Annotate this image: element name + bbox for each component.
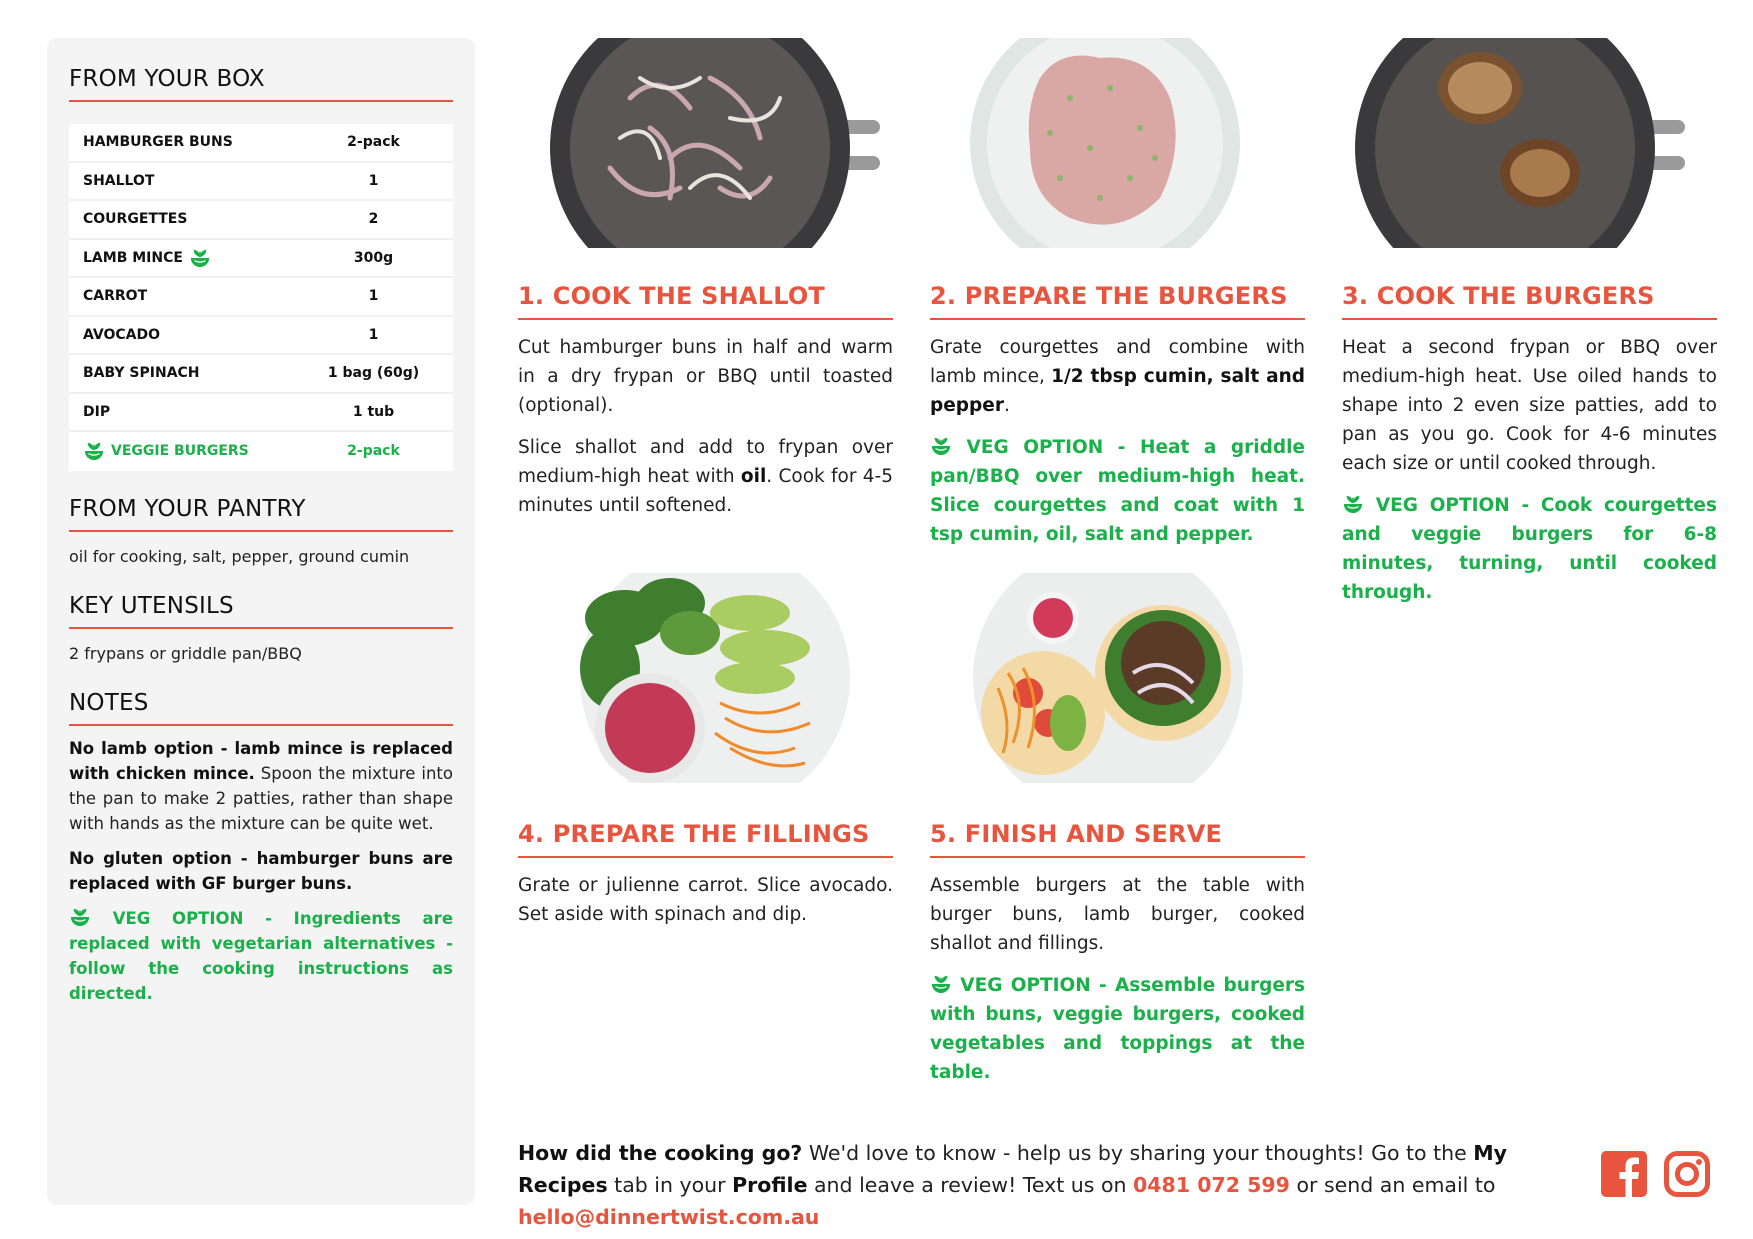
footer-email-link[interactable]: hello@dinnertwist.com.au [518, 1205, 820, 1229]
ingredient-name: BABY SPINACH [83, 365, 200, 382]
facebook-icon[interactable] [1601, 1151, 1647, 1197]
footer-text: We'd love to know - help us by sharing your thoughts! Go to the [802, 1141, 1474, 1165]
from-box-section [69, 66, 453, 102]
pantry-heading: FROM YOUR PANTRY [69, 496, 453, 532]
footer-text: or send an email to [1289, 1173, 1496, 1197]
note-text: Spoon the mixture into the pan to make 2 patties, rather than shape with hands as the mixture can be quite wet. [69, 764, 453, 833]
ingredient-name-text: VEGGIE BURGERS [111, 443, 249, 460]
utensils-section [69, 593, 453, 665]
ingredient-qty: 2 [368, 211, 379, 228]
step-3 [1342, 282, 1717, 607]
step-3-veg-option [1342, 491, 1717, 607]
ingredient-row [69, 124, 453, 163]
ingredient-name: CARROT [83, 288, 148, 305]
ingredient-name: HAMBURGER BUNS [83, 134, 233, 151]
step-1-image [550, 38, 880, 248]
note-no-lamb [69, 736, 453, 836]
veg-leaf-icon [930, 436, 952, 456]
ingredient-qty: 1 tub [352, 403, 395, 420]
note-no-gluten [69, 846, 453, 896]
step-4-title: 4. PREPARE THE FILLINGS [518, 820, 893, 858]
step-1-para-1: Cut hamburger buns in half and warm in a dry frypan or BBQ until toasted (optional). [518, 337, 893, 416]
footer-profile: Profile [732, 1173, 808, 1197]
ingredient-qty: 2-pack [347, 134, 400, 151]
veg-text: VEG OPTION - Assemble burgers with buns, veggie burgers, cooked vegetables and toppings at the table. [930, 975, 1305, 1083]
step-4-para-1: Grate or julienne carrot. Slice avocado. Set aside with spinach and dip. [518, 875, 893, 925]
ingredient-row [69, 201, 453, 240]
footer-question: How did the cooking go? [518, 1141, 803, 1165]
ingredient-name-text: LAMB MINCE [83, 249, 183, 266]
step-2-veg-option [930, 433, 1305, 549]
ingredient-row-veg [69, 432, 453, 471]
instagram-icon[interactable] [1664, 1151, 1710, 1197]
ingredient-name [69, 248, 314, 268]
step-1-para-2 [518, 433, 893, 520]
feedback-footer [518, 1137, 1588, 1233]
veg-text: VEG OPTION - Cook courgettes and veggie burgers for 6-8 minutes, turning, until cooked through. [1342, 495, 1717, 603]
step-1-title: 1. COOK THE SHALLOT [518, 282, 893, 320]
step-2-title: 2. PREPARE THE BURGERS [930, 282, 1305, 320]
step-5-title: 5. FINISH AND SERVE [930, 820, 1305, 858]
ingredient-name: COURGETTES [83, 211, 188, 228]
ingredient-qty: 1 [368, 172, 379, 189]
footer-text: tab in your [607, 1173, 733, 1197]
step-text: Grate courgettes and combine with lamb mince, [930, 337, 1305, 387]
pantry-text: oil for cooking, salt, pepper, ground cumin [69, 547, 410, 566]
ingredient-qty: 1 bag (60g) [327, 365, 420, 382]
step-text: . Cook for 4-5 minutes until softened. [518, 466, 893, 516]
note-veg [69, 906, 453, 1006]
step-1 [518, 282, 893, 520]
step-4 [518, 820, 893, 929]
ingredient-qty: 300g [353, 249, 394, 266]
step-text: . [1003, 395, 1010, 416]
veg-leaf-icon [83, 441, 105, 461]
utensils-heading: KEY UTENSILS [69, 593, 453, 629]
ingredient-row [69, 163, 453, 202]
ingredient-name: AVOCADO [83, 326, 161, 343]
ingredient-row [69, 355, 453, 394]
step-3-para-1: Heat a second frypan or BBQ over medium-high heat. Use oiled hands to shape into 2 even size patties, add to pan as you go. Cook for 4-6 minutes each size or until cooked through. [1342, 337, 1717, 474]
notes-section [69, 690, 453, 1016]
pantry-section [69, 496, 453, 568]
step-3-image [1355, 38, 1685, 248]
veg-text: VEG OPTION - Heat a griddle pan/BBQ over medium-high heat. Slice courgettes and coat with 1 tsp cumin, oil, salt and pepper. [930, 437, 1305, 545]
utensils-text: 2 frypans or griddle pan/BBQ [69, 644, 302, 663]
ingredient-qty: 1 [368, 326, 379, 343]
step-2-para-1 [930, 333, 1305, 420]
sidebar [47, 38, 475, 1205]
veg-leaf-icon [930, 974, 952, 994]
step-text: Slice shallot and add to frypan over medium-high heat with [518, 437, 893, 487]
step-2-image [970, 38, 1240, 248]
step-bold: oil [740, 466, 767, 487]
ingredient-qty: 2-pack [347, 443, 400, 460]
notes-heading: NOTES [69, 690, 453, 726]
ingredient-qty: 1 [368, 288, 379, 305]
footer-my-recipes: My Recipes [518, 1141, 1508, 1197]
step-bold: 1/2 tbsp cumin, salt and pepper [930, 366, 1305, 416]
veg-leaf-icon [69, 907, 91, 927]
ingredient-row [69, 278, 453, 317]
ingredients-table [69, 124, 453, 471]
ingredient-name [69, 441, 314, 461]
note-veg-text: VEG OPTION - Ingredients are replaced with vegetarian alternatives - follow the cooking instructions as directed. [69, 909, 454, 1003]
step-4-image [550, 573, 880, 783]
footer-phone-link[interactable]: 0481 072 599 [1133, 1173, 1290, 1197]
from-box-heading: FROM YOUR BOX [69, 66, 453, 102]
ingredient-row [69, 394, 453, 433]
footer-text: and leave a review! Text us on [807, 1173, 1134, 1197]
ingredient-row [69, 240, 453, 279]
step-5-para-1: Assemble burgers at the table with burger buns, lamb burger, cooked shallot and fillings. [930, 875, 1305, 954]
note-bold: No gluten option - hamburger buns are replaced with GF burger buns. [69, 849, 453, 893]
step-5-veg-option [930, 971, 1305, 1087]
step-3-title: 3. COOK THE BURGERS [1342, 282, 1717, 320]
veg-leaf-icon [1342, 494, 1364, 514]
step-5-image [968, 573, 1248, 783]
veg-leaf-icon [189, 248, 211, 268]
ingredient-name: SHALLOT [83, 172, 155, 189]
ingredient-row [69, 317, 453, 356]
step-2 [930, 282, 1305, 549]
note-bold: No lamb option - lamb mince is replaced with chicken mince. [69, 739, 453, 783]
ingredient-name: DIP [83, 403, 111, 420]
step-5 [930, 820, 1305, 1087]
